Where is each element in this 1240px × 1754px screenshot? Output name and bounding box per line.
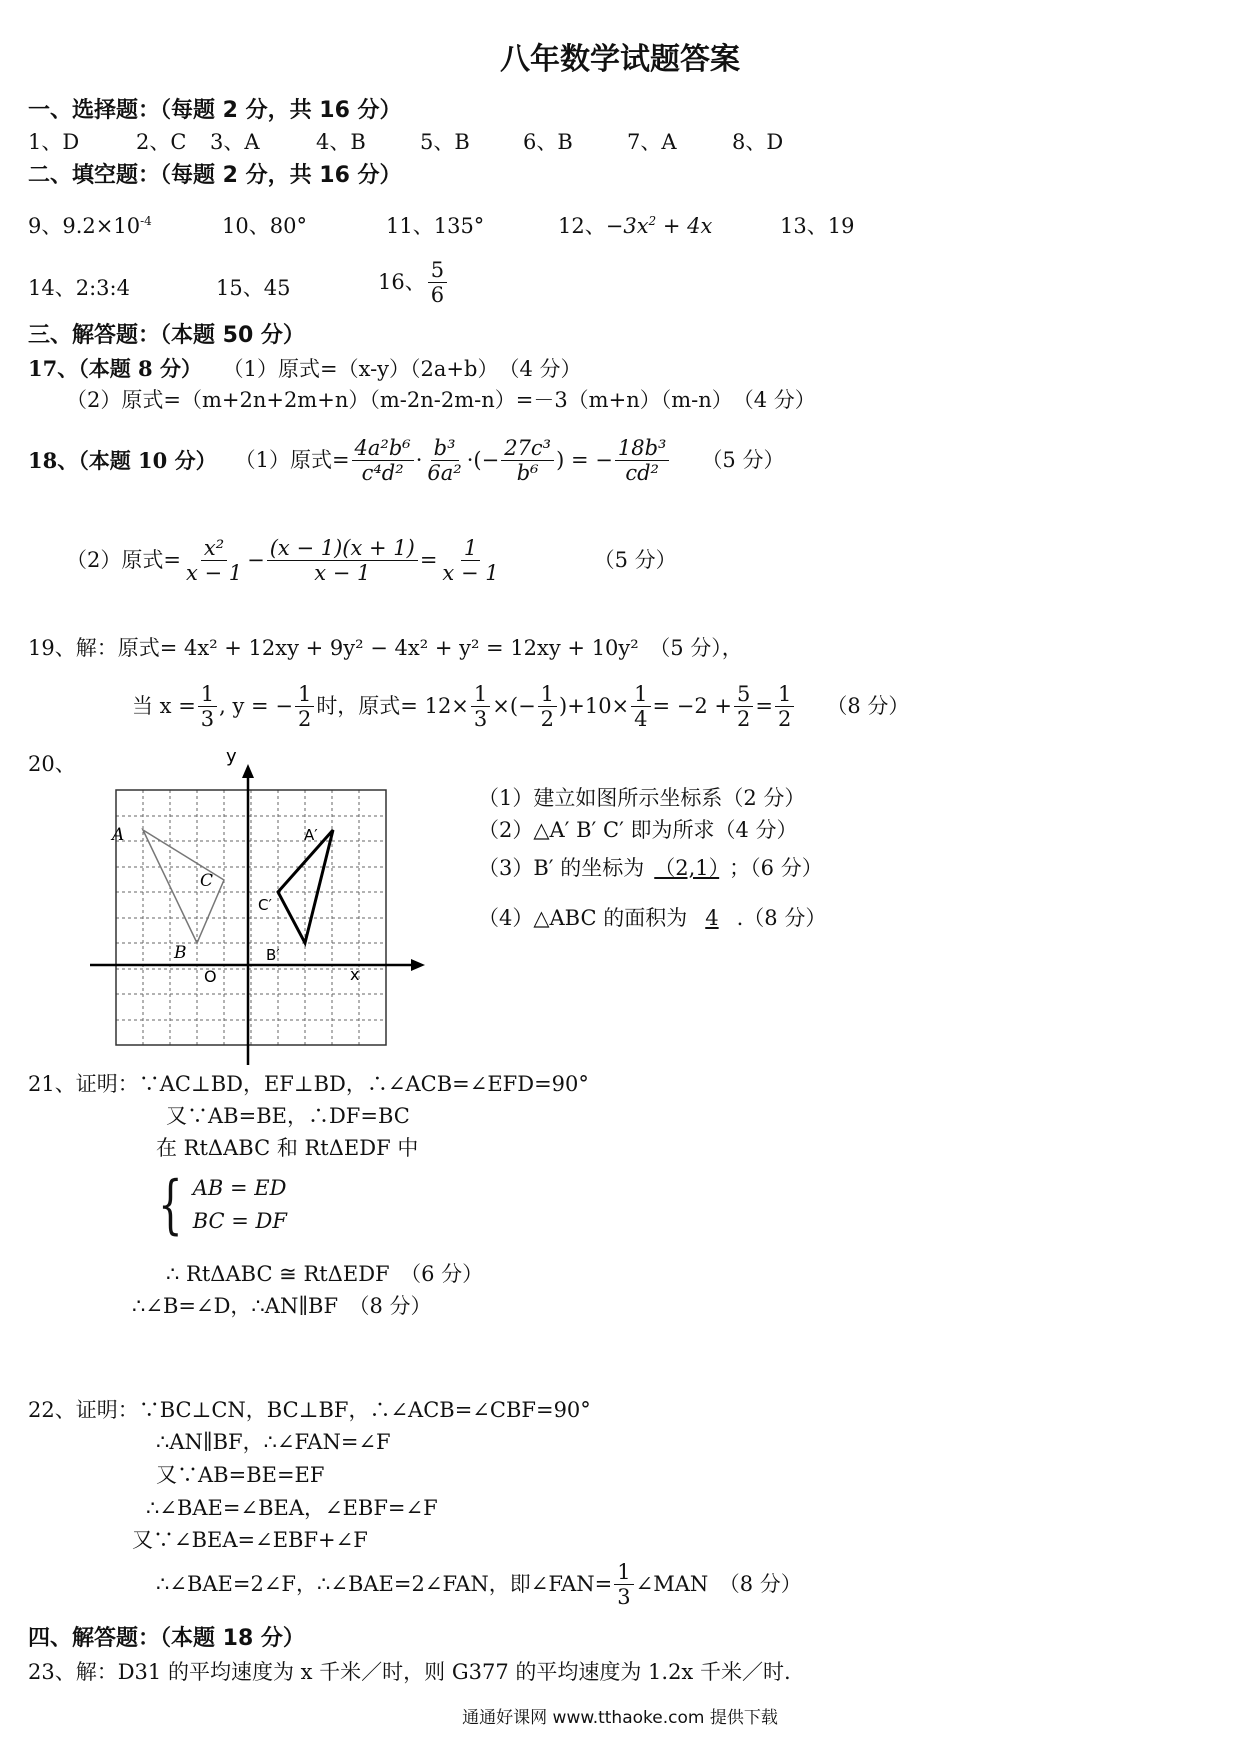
graph-label-a: A	[112, 825, 125, 845]
q19-mid: 时，原式= 12×	[316, 694, 469, 719]
q21-system-line-1: AB = ED	[192, 1176, 287, 1200]
q18-2-frac-3-den: x − 1	[442, 561, 499, 586]
fill-13: 13、19	[780, 214, 855, 238]
q19-b-num: 1	[538, 682, 557, 707]
q18-2-score: （5 分）	[593, 548, 677, 573]
q18-label: 18、（本题 10 分）	[28, 448, 217, 474]
q19-c-frac	[631, 682, 650, 731]
fill-12-b: + 4x	[656, 214, 713, 238]
q18-2-eq: =	[419, 548, 438, 573]
q19-line-1: 19、解：原式= 4x² + 12xy + 9y² − 4x² + y² = 12xy + 10y² （5 分），	[28, 636, 743, 660]
fill-14: 14、2:3:4	[28, 276, 130, 300]
q19-a-den: 3	[473, 707, 488, 732]
q19-d-den: 2	[737, 707, 751, 732]
q18-2-minus: −	[247, 548, 265, 573]
q18-2-frac-1-den: x − 1	[185, 561, 243, 586]
answer-4: 4、B	[316, 130, 366, 154]
q22-frac	[614, 1560, 633, 1609]
q22-line-6-pre: ∴∠BAE=2∠F，∴∠BAE=2∠FAN，即∠FAN=	[156, 1572, 613, 1597]
q19-e-den: 2	[778, 707, 792, 732]
q19-a-frac	[471, 682, 490, 731]
q19-x-den: 3	[200, 707, 215, 732]
q19-x-num: 1	[198, 682, 217, 707]
fill-12-num: 12、	[558, 214, 606, 238]
fill-9	[28, 214, 152, 239]
q18-line-2	[66, 536, 677, 585]
answer-1: 1、D	[28, 130, 80, 154]
q22-line-6-post: ∠MAN （8 分）	[635, 1572, 802, 1597]
q18-2-frac-3-num: 1	[461, 536, 480, 561]
q17-line-1	[28, 356, 582, 382]
graph-label-o: O	[204, 967, 217, 986]
footer-text: 通通好课网 www.tthaoke.com 提供下载	[462, 1708, 778, 1728]
q20-step-4-post: .（8 分）	[736, 906, 827, 930]
q22-frac-den: 3	[617, 1585, 631, 1610]
q21-system-lines	[193, 1172, 287, 1237]
fill-16-fraction	[428, 258, 447, 307]
q18-frac-4-num: 18b³	[615, 436, 670, 461]
section-3-header: 三、解答题：（本题 50 分）	[28, 323, 305, 348]
q19-e-num: 1	[775, 682, 794, 707]
q22-frac-num: 1	[614, 1560, 633, 1585]
q20-step-4	[478, 906, 826, 931]
q21-line-1: 21、证明：∵AC⊥BD，EF⊥BD，∴∠ACB=∠EFD=90°	[28, 1072, 589, 1096]
q19-pre: 当 x =	[132, 694, 196, 719]
fill-16-numerator: 5	[428, 258, 447, 283]
q18-frac-2	[424, 436, 464, 485]
answer-2: 2、C	[136, 130, 187, 154]
fill-12-a: −3x	[605, 214, 649, 238]
q18-frac-4	[615, 436, 670, 485]
q19-b-frac	[538, 682, 557, 731]
section-4-header: 四、解答题：（本题 18 分）	[28, 1626, 305, 1651]
graph-label-b: B	[174, 943, 187, 963]
answer-6: 6、B	[523, 130, 573, 154]
fill-10: 10、80°	[222, 214, 307, 238]
q22-line-5: 又∵∠BEA=∠EBF+∠F	[132, 1528, 368, 1552]
fill-12-sup: 2	[648, 214, 657, 228]
q20-step-3-pre: （3）B′ 的坐标为	[478, 856, 645, 880]
q19-ymid: , y = −	[219, 694, 293, 719]
y-axis-arrow	[242, 764, 254, 778]
q20-step-1: （1）建立如图所示坐标系（2 分）	[478, 786, 806, 810]
q18-2-frac-1	[183, 536, 245, 585]
graph-label-x: x	[350, 965, 360, 984]
q20-step-4-pre: （4）△ABC 的面积为	[478, 906, 688, 930]
q18-frac-3-den: b⁶	[516, 461, 539, 486]
graph-label-c: C	[200, 871, 214, 891]
q23-line-1: 23、解：D31 的平均速度为 x 千米／时，则 G377 的平均速度为 1.2x 千米／时.	[28, 1660, 791, 1684]
q18-frac-4-den: cd²	[625, 461, 659, 486]
q21-line-2: 又∵AB=BE，∴DF=BC	[166, 1104, 410, 1128]
graph-label-y: y	[226, 746, 237, 767]
answer-8: 8、D	[732, 130, 784, 154]
q18-2-frac-1-num: x²	[201, 536, 227, 561]
q17-part-1: （1）原式=（x-y）（2a+b） （4 分）	[222, 357, 582, 381]
q20-step-3-post: ；（6 分）	[729, 856, 823, 880]
q18-frac-1	[352, 436, 414, 485]
q18-2-frac-2-num: (x − 1)(x + 1)	[267, 536, 418, 561]
q19-a-num: 1	[471, 682, 490, 707]
fill-16-denominator: 6	[430, 283, 445, 308]
q18-eq: ) = −	[556, 448, 613, 473]
q18-2-frac-2-den: x − 1	[314, 561, 371, 586]
q18-dot: ·	[415, 448, 423, 473]
q17-label: 17、（本题 8 分）	[28, 356, 202, 381]
fill-15: 15、45	[216, 276, 291, 300]
q18-frac-2-den: 6a²	[427, 461, 462, 486]
q19-y-den: 2	[297, 707, 312, 732]
q22-line-2: ∴AN∥BF，∴∠FAN=∠F	[156, 1430, 391, 1454]
q19-c-den: 4	[634, 707, 648, 732]
q19-m5: =	[755, 694, 774, 719]
q19-e-frac	[775, 682, 794, 731]
q19-y-frac	[295, 682, 314, 731]
q19-x-frac	[198, 682, 217, 731]
q21-line-5: ∴∠B=∠D，∴AN∥BF （8 分）	[132, 1294, 432, 1318]
q21-system-line-2: BC = DF	[192, 1208, 287, 1233]
q21-system	[150, 1167, 287, 1242]
q22-line-4: ∴∠BAE=∠BEA，∠EBF=∠F	[146, 1496, 438, 1520]
q18-mid: ·(−	[466, 448, 500, 473]
q18-1-score: （5 分）	[701, 448, 785, 473]
q18-frac-1-num: 4a²b⁶	[352, 436, 414, 461]
q19-b-den: 2	[540, 707, 555, 732]
fill-9-exp: -4	[140, 214, 152, 228]
fill-16	[378, 258, 449, 307]
q18-2-pre: （2）原式=	[66, 548, 181, 573]
q19-m2: ×(−	[492, 694, 536, 719]
q20-step-2: （2）△A′ B′ C′ 即为所求（4 分）	[478, 818, 798, 842]
fill-12	[558, 214, 712, 239]
q18-frac-1-den: c⁴d²	[361, 461, 404, 486]
q22-line-1: 22、证明：∵BC⊥CN，BC⊥BF，∴∠ACB=∠CBF=90°	[28, 1398, 591, 1422]
page-title: 八年数学试题答案	[500, 42, 740, 77]
graph-label-a-prime: A′	[304, 826, 318, 844]
q19-d-num: 5	[734, 682, 753, 707]
coordinate-graph	[80, 740, 440, 1070]
fill-16-num: 16、	[378, 270, 426, 295]
q19-m3: )+10×	[559, 694, 630, 719]
q19-m4: = −2 +	[652, 694, 733, 719]
answer-3: 3、A	[210, 130, 260, 154]
q19-score: （8 分）	[826, 694, 910, 719]
graph-label-c-prime: C′	[258, 896, 272, 914]
q21-line-4: ∴ RtΔABC ≅ RtΔEDF （6 分）	[166, 1262, 484, 1286]
q18-frac-3	[501, 436, 554, 485]
q18-frac-3-num: 27c³	[501, 436, 554, 461]
q19-y-num: 1	[295, 682, 314, 707]
q18-frac-2-num: b³	[431, 436, 459, 461]
q18-1-pre: （1）原式=	[234, 448, 350, 473]
q19-line-2	[132, 682, 909, 731]
answer-7: 7、A	[627, 130, 677, 154]
q17-part-2: （2）原式=（m+2n+2m+n）（m-2n-2m-n）=－3（m+n）（m-n） （4 分）	[66, 388, 816, 412]
x-axis-arrow	[411, 959, 425, 971]
q18-line-1	[28, 436, 784, 485]
q22-line-6	[156, 1560, 802, 1609]
section-2-header: 二、填空题：（每题 2 分，共 16 分）	[28, 163, 402, 188]
q20-label: 20、	[28, 752, 76, 776]
left-brace-icon: {	[158, 1167, 183, 1242]
q18-2-frac-2	[267, 536, 418, 585]
q20-step-3-value: （2,1）	[654, 856, 720, 880]
q20-step-3	[478, 856, 823, 881]
answer-5: 5、B	[420, 130, 470, 154]
fill-11: 11、135°	[386, 214, 485, 238]
q18-2-frac-3	[439, 536, 501, 585]
q22-line-3: 又∵AB=BE=EF	[156, 1463, 325, 1487]
q20-step-4-value: 4	[705, 906, 719, 930]
section-1-header: 一、选择题：（每题 2 分，共 16 分）	[28, 98, 402, 123]
q19-d-frac	[734, 682, 753, 731]
fill-9-base: 9、9.2×10	[28, 214, 141, 238]
q21-line-3: 在 RtΔABC 和 RtΔEDF 中	[156, 1136, 419, 1160]
q19-c-num: 1	[631, 682, 650, 707]
graph-label-b-prime: B′	[266, 946, 280, 964]
